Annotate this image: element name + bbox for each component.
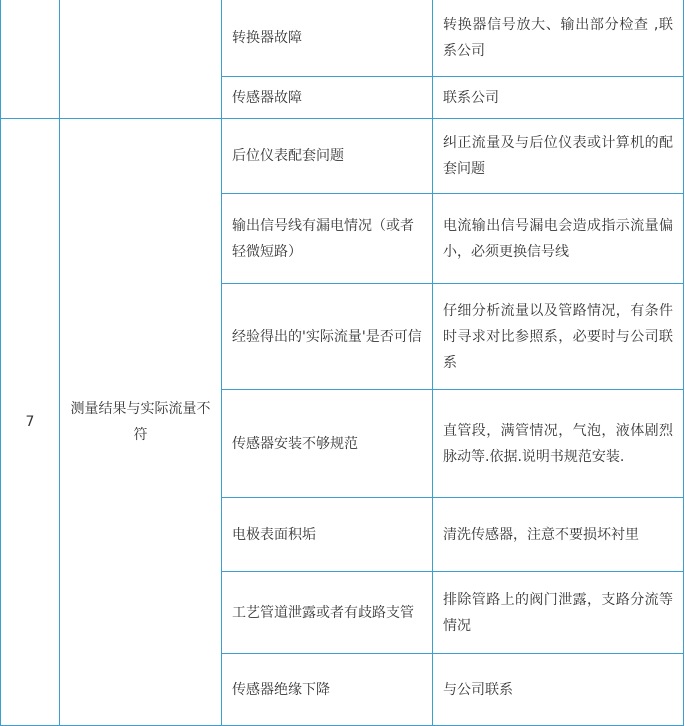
cause-cell: 输出信号线有漏电情况（或者轻微短路） [222,194,433,284]
cause-cell: 传感器绝缘下降 [222,654,433,726]
cause-cell: 传感器故障 [222,77,433,119]
row-number-cell: 7 [1,119,60,726]
fix-cell: 电流输出信号漏电会造成指示流量偏小，必须更换信号线 [433,194,684,284]
prev-symptom-cell [60,0,222,119]
fix-cell: 直管段，满管情况，气泡，液体剧烈脉动等.依据.说明书规范安装. [433,390,684,498]
symptom-cell: 测量结果与实际流量不符 [60,119,222,726]
cause-cell: 转换器故障 [222,0,433,77]
cause-cell: 工艺管道泄露或者有歧路支管 [222,572,433,654]
fix-cell: 纠正流量及与后位仪表或计算机的配套问题 [433,119,684,194]
table-row [1,0,684,77]
fix-cell: 与公司联系 [433,654,684,726]
cause-cell: 经验得出的'实际流量'是否可信 [222,284,433,390]
fix-cell: 联系公司 [433,77,684,119]
fix-cell: 清洗传感器，注意不要损坏衬里 [433,498,684,572]
cause-cell: 后位仪表配套问题 [222,119,433,194]
cause-cell: 电极表面积垢 [222,498,433,572]
fix-cell: 转换器信号放大、输出部分检查 ,联系公司 [433,0,684,77]
fix-cell: 仔细分析流量以及管路情况，有条件时寻求对比参照系，必要时与公司联系 [433,284,684,390]
prev-number-cell [1,0,60,119]
fix-cell: 排除管路上的阀门泄露，支路分流等情况 [433,572,684,654]
table-row [1,119,684,194]
cause-cell: 传感器安装不够规范 [222,390,433,498]
